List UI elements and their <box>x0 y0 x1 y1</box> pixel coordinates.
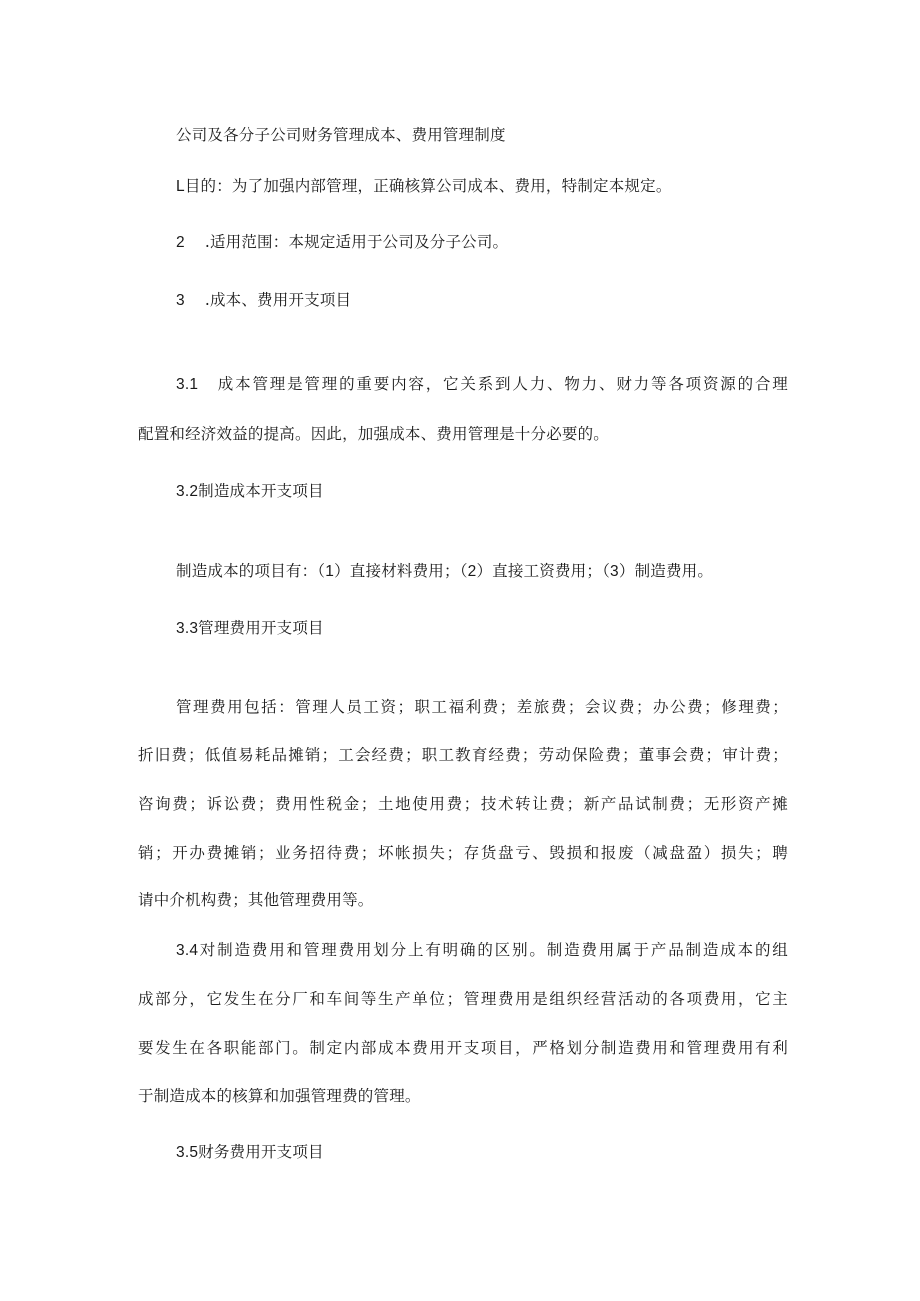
section-3-4-line-3: 要发生在各职能部门。制定内部成本费用开支项目，严格划分制造费用和管理费用有利 <box>138 1039 788 1057</box>
section-number: 3.2 <box>176 483 199 500</box>
section-text: 管理费用开支项目 <box>198 619 324 637</box>
section-text: 财务费用开支项目 <box>198 1143 324 1161</box>
document-title: 公司及各分子公司财务管理成本、费用管理制度 <box>176 126 506 144</box>
section-3-4-line-1 <box>176 940 788 961</box>
section-3-3-line-3: 咨询费；诉讼费；费用性税金；土地使用费；技术转让费；新产品试制费；无形资产摊 <box>138 795 788 813</box>
section-3-2-heading <box>176 481 324 502</box>
section-number: 3.1 <box>176 376 199 393</box>
section-3-4-line-4: 于制造成本的核算和加强管理费的管理。 <box>138 1087 421 1105</box>
section-number: 2 <box>176 234 185 251</box>
section-text: .成本、费用开支项目 <box>204 291 352 309</box>
section-3-3-line-2: 折旧费；低值易耗品摊销；工会经费；职工教育经费；劳动保险费；董事会费；审计费； <box>138 746 788 764</box>
section-number: 3.4 <box>176 942 199 959</box>
section-3-1-line-2 <box>138 424 609 444</box>
section-number: 3.3 <box>176 620 199 637</box>
section-text: 目的：为了加强内部管理，正确核算公司成本、费用，特制定本规定。 <box>184 177 672 195</box>
section-3-4-line-2: 成部分，它发生在分厂和车间等生产单位；管理费用是组织经营活动的各项费用，它主 <box>138 990 788 1008</box>
section-3-3-line-1: 管理费用包括：管理人员工资；职工福利费；差旅费；会议费；办公费；修理费； <box>176 698 788 716</box>
section-3-3-line-5: 请中介机构费；其他管理费用等。 <box>138 891 374 909</box>
paragraph-text: 对制造费用和管理费用划分上有明确的区别。制造费用属于产品制造成本的组 <box>198 941 788 959</box>
section-text: 制造成本开支项目 <box>198 482 324 500</box>
section-3-5-heading <box>176 1142 324 1163</box>
section-1 <box>176 176 672 197</box>
section-number: L <box>176 178 185 195</box>
section-number: 3.5 <box>176 1144 199 1161</box>
section-3 <box>176 290 351 311</box>
paragraph-text: 配置和经济效益的提高。因此，加强成本、费用管理是十分必要的。 <box>138 425 610 443</box>
section-3-3-line-4: 销；开办费摊销；业务招待费；坏帐损失；存货盘亏、毁损和报废（减盘盈）损失；聘 <box>138 844 788 862</box>
paragraph-text: 成本管理是管理的重要内容，它关系到人力、物力、财力等各项资源的合理 <box>216 375 788 393</box>
section-text: .适用范围：本规定适用于公司及分子公司。 <box>204 233 509 251</box>
section-3-2-body: 制造成本的项目有：（1）直接材料费用；（2）直接工资费用；（3）制造费用。 <box>176 562 714 580</box>
section-2 <box>176 232 508 253</box>
section-number: 3 <box>176 292 185 309</box>
section-3-1-line-1 <box>176 374 788 395</box>
section-3-3-heading <box>176 618 324 639</box>
